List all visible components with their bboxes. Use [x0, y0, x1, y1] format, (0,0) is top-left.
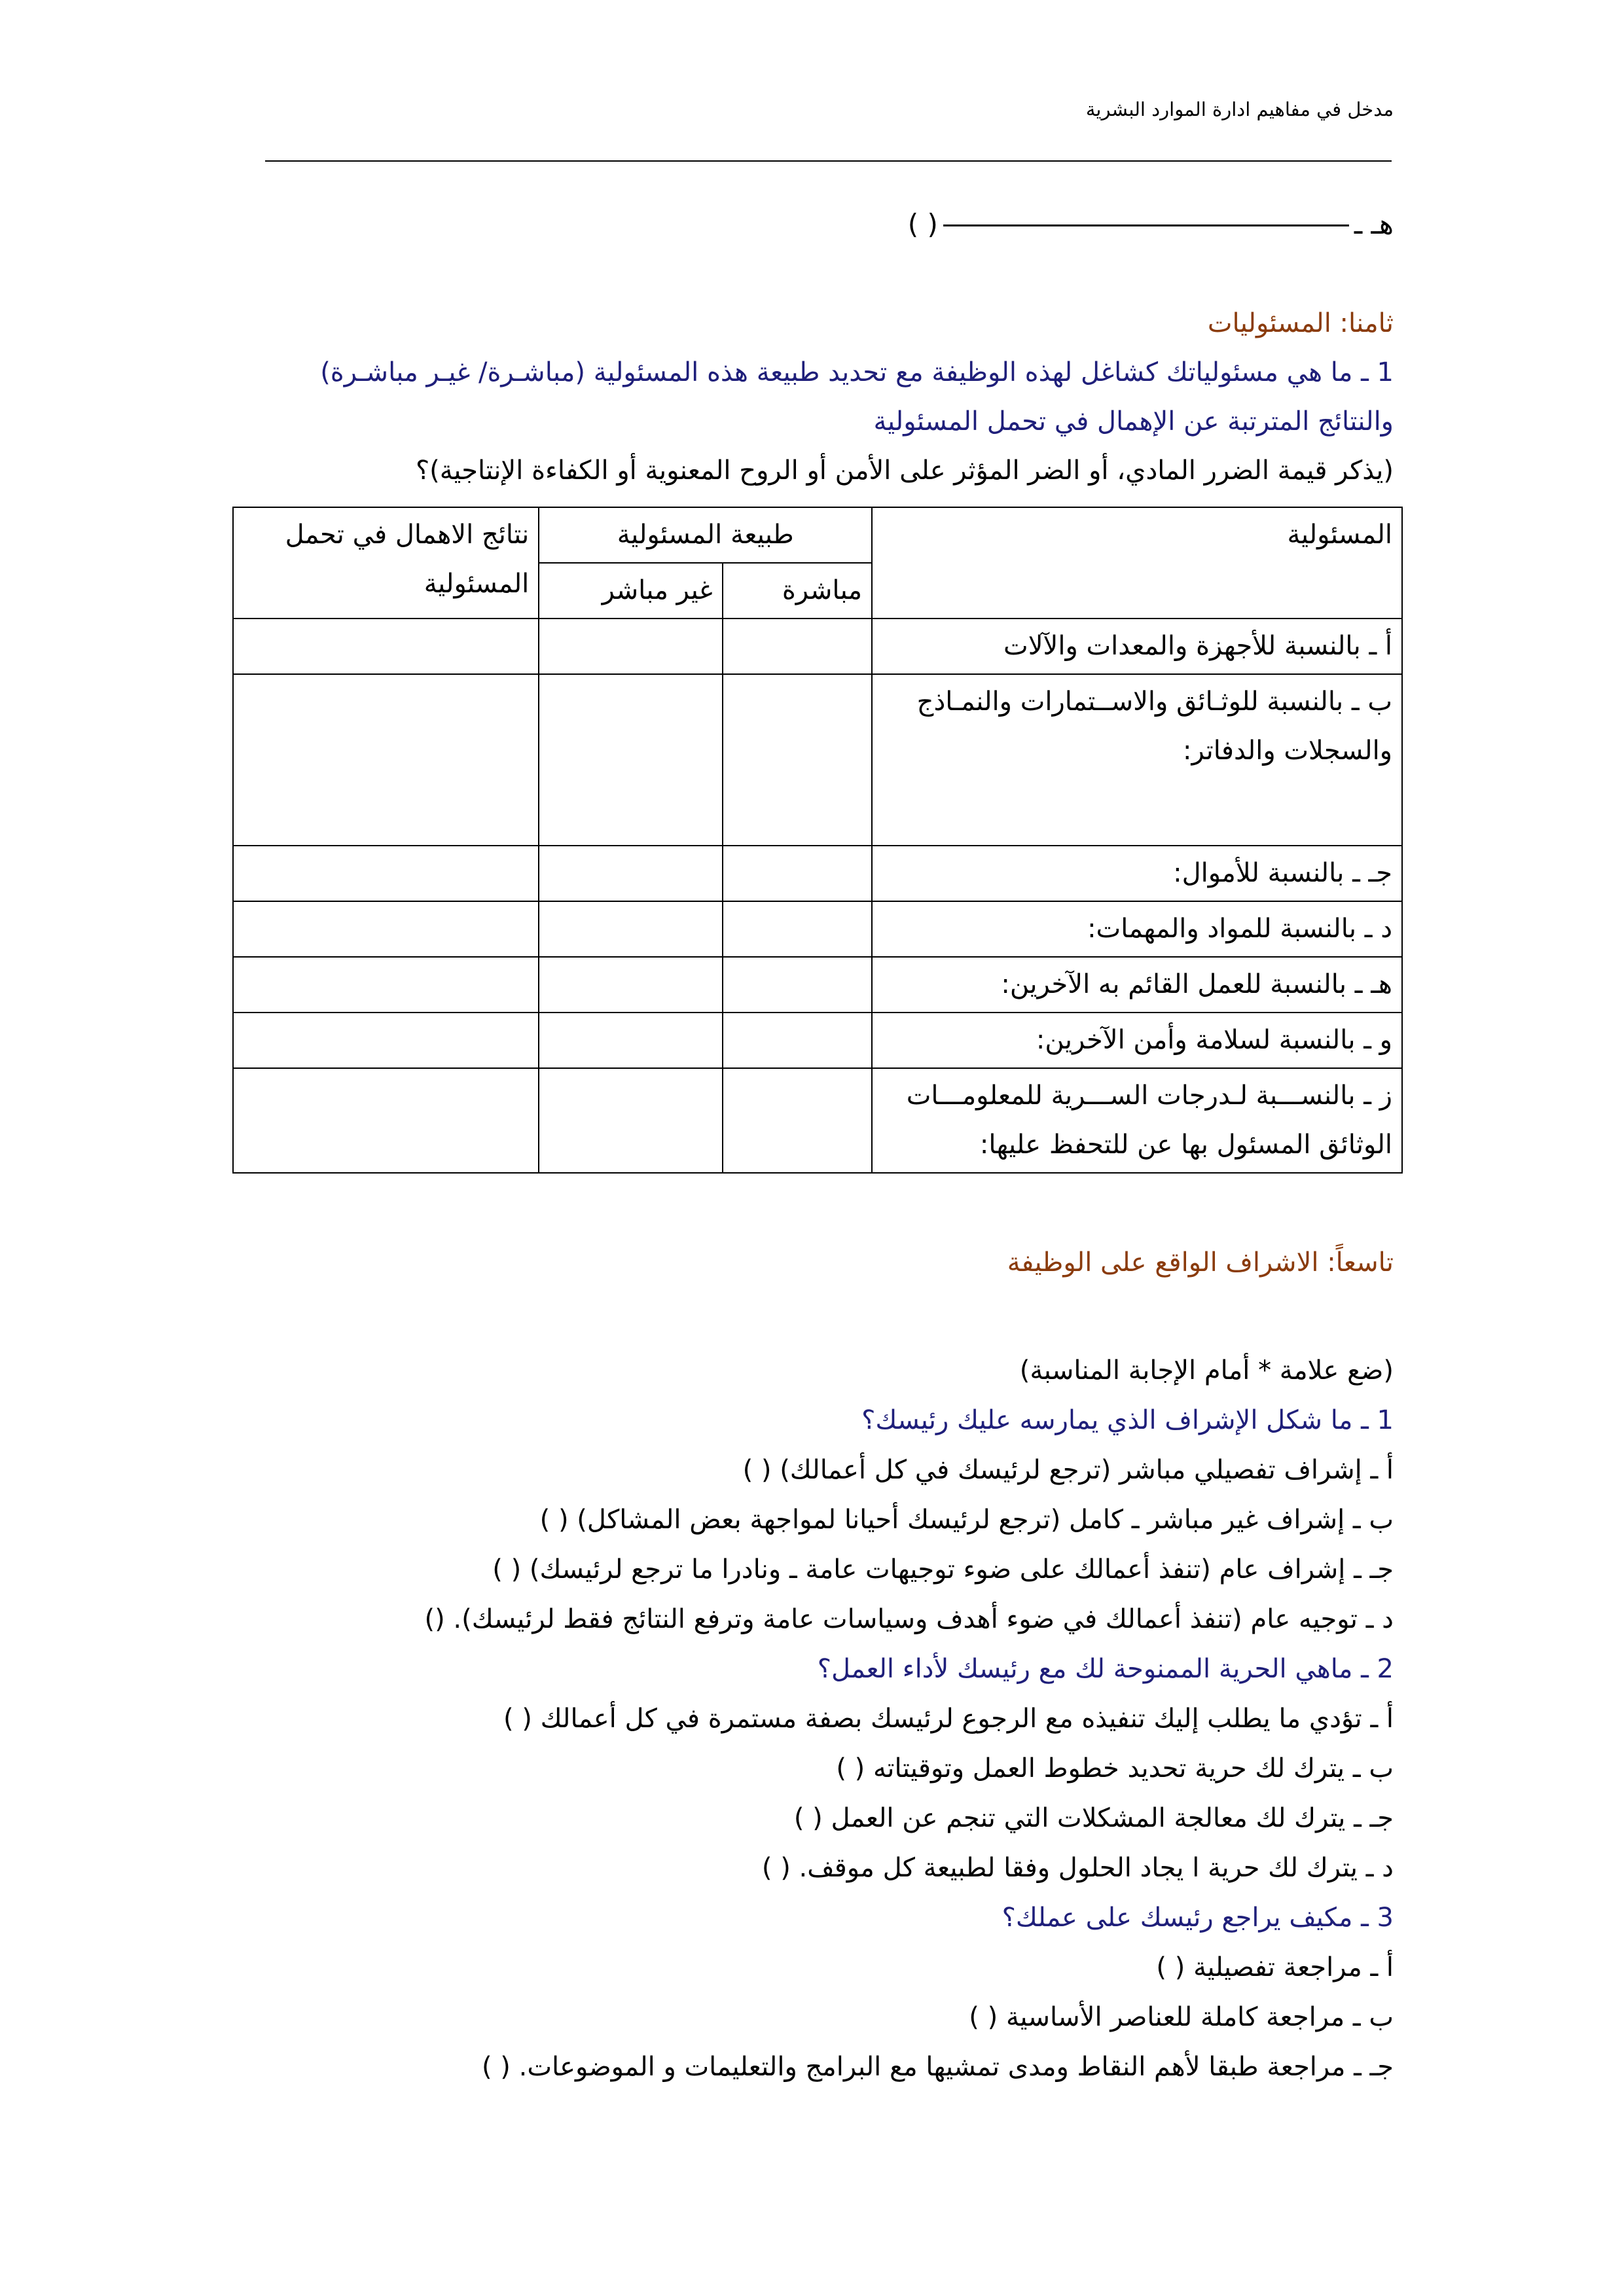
section9-question1: 1 ـ ما شكل الإشراف الذي يمارسه عليك رئيسك؟	[861, 1405, 1394, 1435]
cell-results[interactable]	[233, 901, 539, 957]
q1-option-c[interactable]: جـ ـ إشراف عام (تنفذ أعمالك على ضوء توجيهات عامة ـ ونادرا ما ترجع لرئيسك) ( )	[492, 1554, 1394, 1585]
header-results: نتائج الاهمال في تحمل المسئولية	[233, 507, 539, 619]
cell-direct[interactable]	[723, 957, 872, 1013]
cell-results[interactable]	[233, 619, 539, 674]
row-label: هـ ـ بالنسبة للعمل القائم به الآخرين:	[872, 957, 1402, 1013]
cell-results[interactable]	[233, 957, 539, 1013]
table-row	[233, 1013, 1402, 1068]
cell-indirect[interactable]	[539, 901, 722, 957]
q1-option-b[interactable]: ب ـ إشراف غير مباشر ـ كامل (ترجع لرئيسك أحيانا لمواجهة بعض المشاكل) ( )	[539, 1505, 1394, 1535]
section8-note: (يذكر قيمة الضرر المادي، أو الضر المؤثر على الأمن أو الروح المعنوية أو الكفاءة الإنتاجية)؟	[415, 456, 1394, 486]
q2-option-c[interactable]: جـ ـ يترك لك معالجة المشكلات التي تنجم عن العمل ( )	[793, 1803, 1394, 1833]
header-direct: مباشرة	[723, 563, 872, 619]
cell-results[interactable]	[233, 1068, 539, 1173]
cell-indirect[interactable]	[539, 674, 722, 846]
q3-option-b[interactable]: ب ـ مراجعة كاملة للعناصر الأساسية ( )	[969, 2002, 1394, 2032]
q1-option-d[interactable]: د ـ توجيه عام (تنفذ أعمالك في ضوء أهدف وسياسات عامة وترفع النتائج فقط لرئيسك). ()	[424, 1604, 1394, 1634]
row-label: و ـ بالنسبة لسلامة وأمن الآخرين:	[872, 1013, 1402, 1068]
section8-question1-line2: والنتائج المترتبة عن الإهمال في تحمل المسئولية	[873, 406, 1394, 437]
q2-option-b[interactable]: ب ـ يترك لك حرية تحديد خطوط العمل وتوقيتاته ( )	[836, 1753, 1394, 1784]
cell-indirect[interactable]	[539, 846, 722, 901]
q3-option-a[interactable]: أ ـ مراجعة تفصيلية ( )	[1156, 1952, 1394, 1982]
cell-direct[interactable]	[723, 619, 872, 674]
page-header-title: مدخل في مفاهيم ادارة الموارد البشرية	[1085, 98, 1394, 120]
cell-direct[interactable]	[723, 674, 872, 846]
responsibilities-table	[232, 507, 1403, 1174]
table-row	[233, 1068, 1402, 1173]
table-row	[233, 901, 1402, 957]
row-label: ب ـ بالنسبة للوثـائق والاســتمارات والنمـاذج والسجلات والدفاتر:	[872, 674, 1402, 846]
row-label: جـ ـ بالنسبة للأموال:	[872, 846, 1402, 901]
section8-title: ثامنا: المسئوليات	[1207, 308, 1394, 338]
item-h-paren: ( )	[907, 208, 938, 240]
header-nature: طبيعة المسئولية	[539, 507, 872, 563]
header-indirect: غير مباشر	[539, 563, 722, 619]
section9-title: تاسعاً: الاشراف الواقع على الوظيفة	[1007, 1247, 1394, 1278]
table-row	[233, 957, 1402, 1013]
q2-option-d[interactable]: د ـ يترك لك حرية ا يجاد الحلول وفقا لطبيعة كل موقف. ( )	[761, 1853, 1394, 1883]
q1-option-a[interactable]: أ ـ إشراف تفصيلي مباشر (ترجع لرئيسك في كل أعمالك) ( )	[742, 1455, 1394, 1485]
table-row	[233, 846, 1402, 901]
item-h-prefix: هـ ـ	[1354, 208, 1394, 240]
row-label: د ـ بالنسبة للمواد والمهمات:	[872, 901, 1402, 957]
cell-direct[interactable]	[723, 846, 872, 901]
item-h-blank-line	[908, 208, 1394, 240]
row-label: ز ـ بالنســـبة لـدرجات الســـرية للمعلومـــات الوثائق المسئول بها عن للتحفظ عليها:	[872, 1068, 1402, 1173]
cell-direct[interactable]	[723, 901, 872, 957]
fill-in-rule	[943, 210, 1349, 226]
cell-indirect[interactable]	[539, 1013, 722, 1068]
section9-instruction: (ضع علامة * أمام الإجابة المناسبة)	[1019, 1355, 1394, 1386]
section9-question2: 2 ـ ماهي الحرية الممنوحة لك مع رئيسك لأداء العمل؟	[817, 1654, 1394, 1684]
cell-indirect[interactable]	[539, 957, 722, 1013]
table-row	[233, 674, 1402, 846]
cell-results[interactable]	[233, 674, 539, 846]
row-label: أ ـ بالنسبة للأجهزة والمعدات والآلات	[872, 619, 1402, 674]
section9-question3: 3 ـ مكيف يراجع رئيسك على عملك؟	[1001, 1903, 1394, 1933]
header-divider	[265, 160, 1392, 162]
q2-option-a[interactable]: أ ـ تؤدي ما يطلب إليك تنفيذه مع الرجوع لرئيسك بصفة مستمرة في كل أعمالك ( )	[503, 1704, 1394, 1734]
table-header-row	[233, 507, 1402, 563]
cell-results[interactable]	[233, 846, 539, 901]
header-responsibility: المسئولية	[872, 507, 1402, 619]
cell-indirect[interactable]	[539, 619, 722, 674]
cell-direct[interactable]	[723, 1068, 872, 1173]
section8-question1-line1: 1 ـ ما هي مسئولياتك كشاغل لهذه الوظيفة مع تحديد طبيعة هذه المسئولية (مباشـرة/ غيـر مباشـرة)	[320, 357, 1394, 387]
cell-direct[interactable]	[723, 1013, 872, 1068]
cell-indirect[interactable]	[539, 1068, 722, 1173]
q3-option-c[interactable]: جـ ـ مراجعة طبقا لأهم النقاط ومدى تمشيها مع البرامج والتعليمات و الموضوعات. ( )	[481, 2052, 1394, 2082]
cell-results[interactable]	[233, 1013, 539, 1068]
table-row	[233, 619, 1402, 674]
